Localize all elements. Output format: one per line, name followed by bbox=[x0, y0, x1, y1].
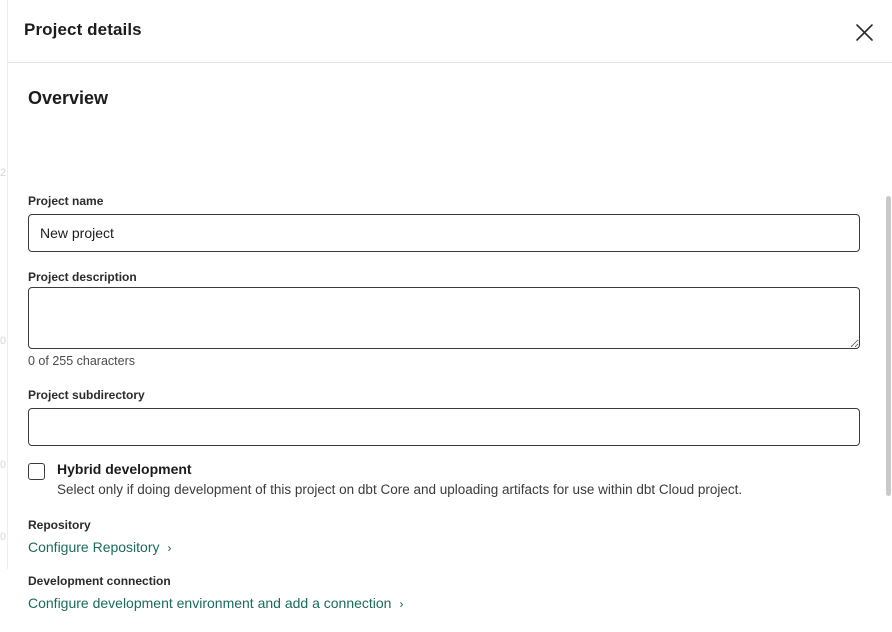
modal-header bbox=[8, 0, 892, 63]
close-icon[interactable] bbox=[848, 16, 880, 48]
development-connection-label: Development connection bbox=[28, 574, 171, 588]
configure-development-connection-link-text: Configure development environment and add a connection bbox=[28, 595, 392, 611]
configure-repository-link-text: Configure Repository bbox=[28, 539, 160, 555]
background-page-strip bbox=[0, 0, 8, 569]
project-description-input[interactable] bbox=[28, 287, 860, 349]
project-description-label: Project description bbox=[28, 270, 137, 284]
background-hint-line: 0 bbox=[0, 531, 7, 543]
background-hint-line: 0 bbox=[0, 459, 7, 471]
modal-body bbox=[8, 63, 892, 611]
modal-scrollbar-thumb[interactable] bbox=[886, 196, 891, 496]
hybrid-development-description: Select only if doing development of this project on dbt Core and uploading artifacts for use within dbt Cloud project. bbox=[57, 482, 743, 497]
modal-scrollbar[interactable] bbox=[885, 126, 892, 632]
project-name-input[interactable] bbox=[28, 214, 860, 252]
background-hint-line: 0 bbox=[0, 335, 7, 347]
chevron-right-icon: › bbox=[167, 541, 172, 555]
hybrid-development-checkbox[interactable] bbox=[28, 463, 45, 480]
configure-development-connection-link[interactable] bbox=[28, 595, 403, 611]
project-subdirectory-input[interactable] bbox=[28, 408, 860, 446]
hybrid-development-label: Hybrid development bbox=[57, 461, 192, 477]
page-title: Project details bbox=[24, 20, 142, 39]
section-heading-overview: Overview bbox=[28, 88, 109, 108]
background-hint-line: 2 bbox=[0, 167, 7, 179]
chevron-right-icon: › bbox=[399, 597, 404, 611]
project-subdirectory-label: Project subdirectory bbox=[28, 388, 145, 402]
project-name-label: Project name bbox=[28, 194, 104, 208]
configure-repository-link[interactable] bbox=[28, 539, 172, 555]
project-description-character-counter: 0 of 255 characters bbox=[28, 354, 136, 368]
repository-label: Repository bbox=[28, 518, 91, 532]
